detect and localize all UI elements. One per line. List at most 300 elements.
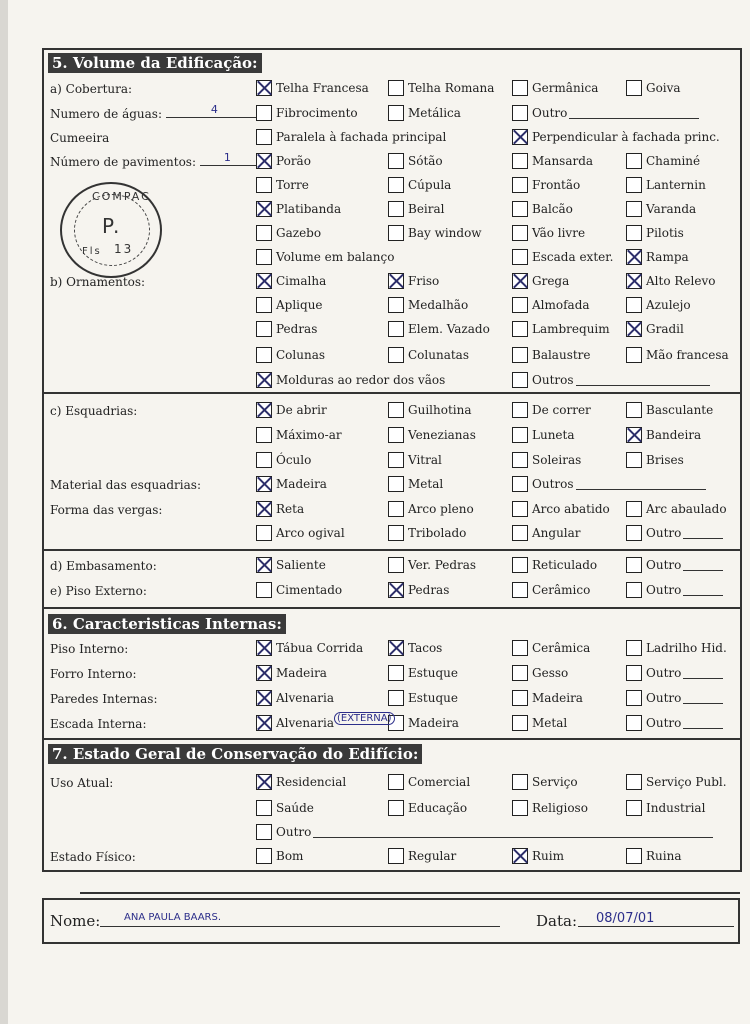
checkbox-option[interactable] — [512, 153, 593, 169]
checkbox-option[interactable] — [256, 774, 346, 790]
empty-box-icon[interactable] — [256, 800, 272, 816]
checkbox-option[interactable] — [512, 80, 598, 96]
option-label: Mão francesa — [646, 348, 729, 362]
option-label: Saliente — [276, 558, 326, 572]
blank-line[interactable] — [313, 827, 713, 838]
checkbox-option[interactable] — [388, 273, 439, 289]
checkbox-option[interactable] — [256, 80, 369, 96]
checkbox-option[interactable] — [512, 177, 580, 193]
checkbox-option[interactable] — [512, 715, 567, 731]
uso-label: Uso Atual: — [50, 776, 114, 790]
checkbox-option[interactable] — [626, 249, 689, 265]
option-label: Arc abaulado — [646, 502, 727, 516]
checked-box-icon[interactable] — [256, 557, 272, 573]
checkbox-option[interactable] — [626, 80, 681, 96]
estado-label: Estado Físico: — [50, 850, 136, 864]
checkbox-option[interactable] — [626, 452, 684, 468]
empty-box-icon[interactable] — [512, 557, 528, 573]
empty-box-icon[interactable] — [388, 177, 404, 193]
checkbox-option[interactable] — [626, 402, 713, 418]
checkbox-option[interactable] — [388, 690, 458, 706]
option-label: Azulejo — [646, 298, 691, 312]
checked-box-icon[interactable] — [512, 129, 528, 145]
checkbox-option[interactable] — [256, 297, 323, 313]
checked-box-icon[interactable] — [626, 249, 642, 265]
empty-box-icon[interactable] — [512, 525, 528, 541]
option-label: Ver. Pedras — [408, 558, 477, 572]
blank-line[interactable] — [569, 108, 699, 119]
empty-box-icon[interactable] — [512, 80, 528, 96]
checked-box-icon[interactable] — [256, 372, 272, 388]
empty-box-icon[interactable] — [388, 321, 404, 337]
checkbox-option[interactable] — [388, 153, 443, 169]
option-label: Bay window — [408, 226, 482, 240]
empty-box-icon[interactable] — [388, 452, 404, 468]
escada-label: Escada Interna: — [50, 717, 147, 731]
blank-line[interactable] — [576, 479, 706, 490]
option-label: Porão — [276, 154, 311, 168]
empty-box-icon[interactable] — [388, 800, 404, 816]
empty-box-icon[interactable] — [626, 452, 642, 468]
option-label: Madeira — [408, 716, 459, 730]
empty-box-icon[interactable] — [388, 665, 404, 681]
checked-box-icon[interactable] — [512, 848, 528, 864]
empty-box-icon[interactable] — [256, 427, 272, 443]
checkbox-option[interactable] — [256, 347, 325, 363]
checked-box-icon[interactable] — [256, 402, 272, 418]
checkbox-option[interactable] — [256, 177, 309, 193]
checkbox-option[interactable] — [626, 665, 723, 681]
empty-box-icon[interactable] — [512, 665, 528, 681]
option-label: Cerâmico — [532, 583, 591, 597]
blank-line[interactable] — [683, 585, 723, 596]
checkbox-option[interactable] — [388, 402, 472, 418]
empty-box-icon[interactable] — [512, 476, 528, 492]
empty-box-icon[interactable] — [512, 321, 528, 337]
checkbox-option[interactable] — [626, 557, 723, 573]
option-label: De abrir — [276, 403, 327, 417]
empty-box-icon[interactable] — [512, 582, 528, 598]
checked-box-icon[interactable] — [388, 273, 404, 289]
data-label: Data: — [536, 912, 577, 930]
checkbox-option[interactable] — [626, 297, 691, 313]
checkbox-option[interactable] — [512, 273, 569, 289]
checkbox-option[interactable] — [256, 452, 311, 468]
empty-box-icon[interactable] — [388, 297, 404, 313]
option-label: Colunatas — [408, 348, 469, 362]
checkbox-option[interactable] — [512, 525, 581, 541]
empty-box-icon[interactable] — [256, 525, 272, 541]
empty-box-icon[interactable] — [512, 427, 528, 443]
checkbox-option[interactable] — [626, 225, 684, 241]
checkbox-option[interactable] — [626, 501, 727, 517]
option-label: Metal — [532, 716, 568, 730]
checkbox-option[interactable] — [626, 640, 727, 656]
empty-box-icon[interactable] — [626, 402, 642, 418]
empty-box-icon[interactable] — [388, 501, 404, 517]
empty-box-icon[interactable] — [256, 105, 272, 121]
empty-box-icon[interactable] — [512, 402, 528, 418]
checkbox-option[interactable] — [512, 427, 575, 443]
empty-box-icon[interactable] — [626, 715, 642, 731]
option-label: Estuque — [408, 691, 458, 705]
checked-box-icon[interactable] — [512, 273, 528, 289]
empty-box-icon[interactable] — [512, 249, 528, 265]
empty-box-icon[interactable] — [388, 427, 404, 443]
checkbox-option[interactable] — [512, 402, 591, 418]
empty-box-icon[interactable] — [626, 177, 642, 193]
checkbox-option[interactable] — [388, 640, 442, 656]
option-label: Tacos — [408, 641, 443, 655]
checked-box-icon[interactable] — [626, 427, 642, 443]
checkbox-option[interactable] — [626, 715, 723, 731]
option-label: Varanda — [646, 202, 697, 216]
checkbox-option[interactable] — [512, 848, 564, 864]
data-value: 08/07/01 — [596, 911, 655, 926]
empty-box-icon[interactable] — [626, 848, 642, 864]
empty-box-icon[interactable] — [626, 582, 642, 598]
option-label: Máximo-ar — [276, 428, 342, 442]
checked-box-icon[interactable] — [388, 582, 404, 598]
checkbox-option[interactable] — [256, 476, 327, 492]
checked-box-icon[interactable] — [256, 153, 272, 169]
empty-box-icon[interactable] — [626, 665, 642, 681]
ornamentos-label: b) Ornamentos: — [50, 275, 146, 289]
checkbox-option[interactable] — [256, 225, 321, 241]
checkbox-option[interactable] — [256, 249, 394, 265]
checkbox-option[interactable] — [626, 848, 681, 864]
blank-line[interactable] — [683, 718, 723, 729]
checkbox-option[interactable] — [512, 347, 591, 363]
empty-box-icon[interactable] — [512, 501, 528, 517]
empty-box-icon[interactable] — [626, 201, 642, 217]
checkbox-option[interactable] — [256, 153, 311, 169]
checkbox-option[interactable] — [388, 347, 469, 363]
checkbox-option[interactable] — [626, 774, 727, 790]
option-label: Tribolado — [408, 526, 467, 540]
checked-box-icon[interactable] — [256, 80, 272, 96]
checkbox-option[interactable] — [512, 557, 597, 573]
empty-box-icon[interactable] — [388, 80, 404, 96]
empty-box-icon[interactable] — [388, 690, 404, 706]
checkbox-option[interactable] — [256, 557, 326, 573]
empty-box-icon[interactable] — [512, 715, 528, 731]
option-label: Industrial — [646, 801, 706, 815]
checkbox-option[interactable] — [388, 177, 451, 193]
option-label: Escada exter. — [532, 250, 614, 264]
blank-line[interactable] — [683, 693, 723, 704]
checkbox-option[interactable] — [256, 129, 446, 145]
paredes-label: Paredes Internas: — [50, 692, 158, 706]
empty-box-icon[interactable] — [256, 321, 272, 337]
checkbox-option[interactable] — [512, 372, 710, 388]
checked-box-icon[interactable] — [256, 665, 272, 681]
option-label: Outro — [276, 825, 312, 839]
checkbox-option[interactable] — [388, 452, 442, 468]
empty-box-icon[interactable] — [512, 201, 528, 217]
option-label: Tábua Corrida — [276, 641, 364, 655]
empty-box-icon[interactable] — [626, 774, 642, 790]
nome-label: Nome: — [50, 912, 101, 930]
empty-box-icon[interactable] — [388, 225, 404, 241]
checkbox-option[interactable] — [256, 402, 327, 418]
blank-line[interactable] — [683, 668, 723, 679]
empty-box-icon[interactable] — [512, 225, 528, 241]
empty-box-icon[interactable] — [512, 452, 528, 468]
section-6-title: 6. Caracteristicas Internas: — [48, 614, 286, 634]
option-label: Perpendicular à fachada princ. — [532, 130, 720, 144]
checkbox-option[interactable] — [626, 321, 684, 337]
checkbox-option[interactable] — [388, 201, 445, 217]
empty-box-icon[interactable] — [626, 153, 642, 169]
empty-box-icon[interactable] — [388, 402, 404, 418]
checked-box-icon[interactable] — [256, 201, 272, 217]
checkbox-option[interactable] — [388, 105, 461, 121]
option-label: Alvenaria — [276, 691, 334, 705]
empty-box-icon[interactable] — [512, 774, 528, 790]
option-label: Vão livre — [532, 226, 586, 240]
empty-box-icon[interactable] — [626, 640, 642, 656]
checkbox-option[interactable] — [256, 848, 303, 864]
checkbox-option[interactable] — [256, 824, 713, 840]
checkbox-option[interactable] — [256, 201, 341, 217]
option-label: Goiva — [646, 81, 681, 95]
option-label: Pedras — [276, 322, 318, 336]
checkbox-option[interactable] — [256, 582, 342, 598]
empty-box-icon[interactable] — [388, 525, 404, 541]
option-label: Bandeira — [646, 428, 702, 442]
checked-box-icon[interactable] — [388, 640, 404, 656]
empty-box-icon[interactable] — [256, 347, 272, 363]
checkbox-option[interactable] — [256, 640, 363, 656]
checked-box-icon[interactable] — [626, 273, 642, 289]
data-field[interactable] — [578, 910, 734, 927]
option-label: Arco abatido — [532, 502, 610, 516]
checked-box-icon[interactable] — [256, 501, 272, 517]
empty-box-icon[interactable] — [512, 153, 528, 169]
empty-box-icon[interactable] — [388, 774, 404, 790]
checkbox-option[interactable] — [626, 201, 696, 217]
option-label: Balaustre — [532, 348, 591, 362]
empty-box-icon[interactable] — [256, 582, 272, 598]
checkbox-option[interactable] — [388, 321, 490, 337]
checkbox-option[interactable] — [256, 501, 304, 517]
empty-box-icon[interactable] — [512, 372, 528, 388]
empty-box-icon[interactable] — [626, 557, 642, 573]
checkbox-option[interactable] — [512, 249, 613, 265]
empty-box-icon[interactable] — [512, 690, 528, 706]
checkbox-option[interactable] — [388, 476, 443, 492]
option-label: Madeira — [532, 691, 583, 705]
checkbox-option[interactable] — [626, 347, 729, 363]
checked-box-icon[interactable] — [256, 476, 272, 492]
checkbox-option[interactable] — [256, 665, 327, 681]
checkbox-option[interactable] — [256, 321, 317, 337]
checkbox-option[interactable] — [626, 427, 701, 443]
checkbox-option[interactable] — [512, 501, 610, 517]
empty-box-icon[interactable] — [626, 800, 642, 816]
option-label: Madeira — [276, 477, 327, 491]
empty-box-icon[interactable] — [626, 525, 642, 541]
empty-box-icon[interactable] — [388, 153, 404, 169]
checkbox-option[interactable] — [512, 225, 585, 241]
checkbox-option[interactable] — [626, 153, 700, 169]
forro-label: Forro Interno: — [50, 667, 137, 681]
checkbox-option[interactable] — [512, 476, 706, 492]
vergas-label: Forma das vergas: — [50, 503, 163, 517]
checkbox-option[interactable] — [512, 582, 590, 598]
empty-box-icon[interactable] — [388, 557, 404, 573]
signature-box — [42, 898, 740, 944]
checkbox-option[interactable] — [388, 557, 476, 573]
checkbox-option[interactable] — [512, 321, 610, 337]
option-label: Basculante — [646, 403, 714, 417]
empty-box-icon[interactable] — [512, 297, 528, 313]
checkbox-option[interactable] — [512, 452, 581, 468]
empty-box-icon[interactable] — [626, 501, 642, 517]
empty-box-icon[interactable] — [256, 129, 272, 145]
option-label: Estuque — [408, 666, 458, 680]
empty-box-icon[interactable] — [626, 347, 642, 363]
checkbox-option[interactable] — [512, 774, 578, 790]
empty-box-icon[interactable] — [512, 800, 528, 816]
checkbox-option[interactable] — [256, 690, 334, 706]
checkbox-option[interactable] — [626, 582, 723, 598]
empty-box-icon[interactable] — [256, 848, 272, 864]
empty-box-icon[interactable] — [512, 640, 528, 656]
checkbox-option[interactable] — [388, 427, 476, 443]
option-label: Outro — [646, 558, 682, 572]
option-label: Rampa — [646, 250, 689, 264]
checkbox-option[interactable] — [388, 665, 458, 681]
divider — [44, 607, 740, 609]
externa-note: (EXTERNA) — [334, 712, 395, 725]
empty-box-icon[interactable] — [388, 347, 404, 363]
checkbox-option[interactable] — [256, 427, 342, 443]
empty-box-icon[interactable] — [512, 105, 528, 121]
checkbox-option[interactable] — [512, 665, 568, 681]
option-label: Cúpula — [408, 178, 452, 192]
checkbox-option[interactable] — [512, 297, 590, 313]
option-label: Chaminé — [646, 154, 701, 168]
option-label: Serviço — [532, 775, 578, 789]
checkbox-option[interactable] — [256, 525, 345, 541]
option-label: Volume em balanço — [276, 250, 395, 264]
checked-box-icon[interactable] — [256, 774, 272, 790]
checkbox-option[interactable] — [388, 225, 482, 241]
option-label: Saúde — [276, 801, 314, 815]
checkbox-option[interactable] — [388, 80, 494, 96]
piso-externo-label: e) Piso Externo: — [50, 584, 147, 598]
checkbox-option[interactable] — [626, 273, 715, 289]
option-label: Outro — [532, 106, 568, 120]
checked-box-icon[interactable] — [256, 690, 272, 706]
option-label: Alto Relevo — [646, 274, 716, 288]
checkbox-option[interactable] — [626, 177, 706, 193]
checkbox-option[interactable] — [388, 848, 456, 864]
option-label: Lanternin — [646, 178, 706, 192]
checkbox-option[interactable] — [388, 525, 466, 541]
empty-box-icon[interactable] — [388, 476, 404, 492]
blank-line[interactable] — [576, 375, 710, 386]
compac-stamp: COMPAC Fls 13 P. — [60, 182, 162, 278]
nome-field[interactable] — [100, 910, 500, 927]
checked-box-icon[interactable] — [256, 273, 272, 289]
empty-box-icon[interactable] — [256, 225, 272, 241]
option-label: Gazebo — [276, 226, 322, 240]
checked-box-icon[interactable] — [256, 715, 272, 731]
option-label: Reta — [276, 502, 305, 516]
empty-box-icon[interactable] — [256, 452, 272, 468]
checkbox-option[interactable] — [388, 715, 459, 731]
option-label: Metal — [408, 477, 444, 491]
checkbox-option[interactable] — [256, 105, 358, 121]
empty-box-icon[interactable] — [626, 225, 642, 241]
option-label: Pedras — [408, 583, 450, 597]
checkbox-option[interactable] — [256, 715, 334, 731]
cumeeira-label: Cumeeira — [50, 131, 110, 145]
option-label: Frontão — [532, 178, 581, 192]
checkbox-option[interactable] — [256, 273, 326, 289]
checkbox-option[interactable] — [512, 105, 699, 121]
empty-box-icon[interactable] — [388, 848, 404, 864]
option-label: Almofada — [532, 298, 590, 312]
checkbox-option[interactable] — [626, 800, 705, 816]
checkbox-option[interactable] — [256, 800, 314, 816]
checkbox-option[interactable] — [388, 297, 468, 313]
checked-box-icon[interactable] — [626, 321, 642, 337]
empty-box-icon[interactable] — [626, 80, 642, 96]
checkbox-option[interactable] — [512, 800, 588, 816]
option-label: Serviço Publ. — [646, 775, 727, 789]
empty-box-icon[interactable] — [388, 201, 404, 217]
checkbox-option[interactable] — [388, 582, 449, 598]
option-label: Brises — [646, 453, 684, 467]
empty-box-icon[interactable] — [256, 297, 272, 313]
checkbox-option[interactable] — [512, 690, 583, 706]
blank-line[interactable] — [683, 560, 723, 571]
checkbox-option[interactable] — [256, 372, 445, 388]
cobertura-label: a) Cobertura: — [50, 82, 133, 96]
checkbox-option[interactable] — [512, 201, 573, 217]
checkbox-option[interactable] — [626, 525, 723, 541]
option-label: Reticulado — [532, 558, 598, 572]
checkbox-option[interactable] — [512, 129, 720, 145]
empty-box-icon[interactable] — [626, 690, 642, 706]
empty-box-icon[interactable] — [256, 824, 272, 840]
empty-box-icon[interactable] — [512, 177, 528, 193]
empty-box-icon[interactable] — [256, 249, 272, 265]
option-label: Telha Francesa — [276, 81, 369, 95]
checkbox-option[interactable] — [388, 774, 470, 790]
checkbox-option[interactable] — [512, 640, 590, 656]
checkbox-option[interactable] — [388, 800, 467, 816]
option-label: Sótão — [408, 154, 443, 168]
option-label: Ruim — [532, 849, 564, 863]
empty-box-icon[interactable] — [512, 347, 528, 363]
checkbox-option[interactable] — [388, 501, 474, 517]
empty-box-icon[interactable] — [388, 105, 404, 121]
checked-box-icon[interactable] — [256, 640, 272, 656]
option-label: Comercial — [408, 775, 471, 789]
material-label: Material das esquadrias: — [50, 478, 201, 492]
empty-box-icon[interactable] — [256, 177, 272, 193]
option-label: Madeira — [276, 666, 327, 680]
blank-line[interactable] — [683, 528, 723, 539]
empty-box-icon[interactable] — [626, 297, 642, 313]
checkbox-option[interactable] — [626, 690, 723, 706]
option-label: Torre — [276, 178, 309, 192]
